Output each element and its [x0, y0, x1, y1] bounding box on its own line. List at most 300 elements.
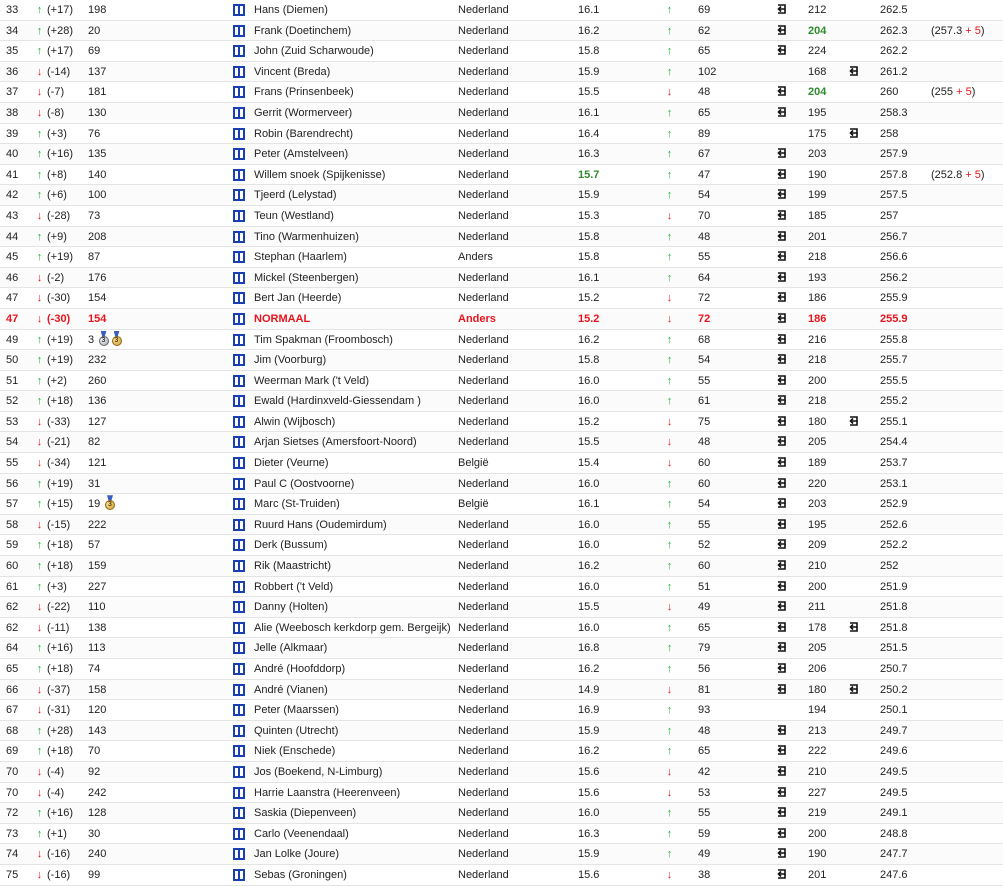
- transfer-icon: [775, 414, 789, 432]
- arrow-down-icon: ↓: [36, 786, 43, 799]
- country-cell: Nederland: [458, 24, 509, 37]
- player-name[interactable]: Arjan Sietses (Amersfoort-Noord): [254, 436, 417, 449]
- points-cell: 218: [808, 395, 827, 408]
- previous-rank-cell: 87: [88, 251, 101, 264]
- team-icon[interactable]: [233, 787, 245, 799]
- rank-cell: 70: [6, 765, 19, 778]
- table-row: [0, 700, 1003, 721]
- bonus-cell: [931, 168, 985, 182]
- team-icon[interactable]: [233, 169, 245, 181]
- team-icon[interactable]: [233, 725, 245, 737]
- previous-rank-cell: 154: [88, 292, 107, 305]
- player-name[interactable]: NORMAAL: [254, 312, 311, 325]
- points-cell: 218: [808, 251, 827, 264]
- bonus-plus: + 5): [965, 168, 985, 181]
- value-cell: 65: [698, 745, 711, 758]
- value-cell: 72: [698, 292, 711, 305]
- country-cell: Nederland: [458, 724, 509, 737]
- player-name[interactable]: Teun (Westland): [254, 209, 334, 222]
- rank-cell: 64: [6, 642, 19, 655]
- country-cell: Nederland: [458, 271, 509, 284]
- player-name[interactable]: Tino (Warmenhuizen): [254, 230, 359, 243]
- arrow-up-icon: ↑: [666, 580, 673, 593]
- previous-rank-cell: 198: [88, 4, 107, 16]
- team-icon[interactable]: [233, 642, 245, 654]
- transfer-icon: [775, 311, 789, 329]
- arrow-down-icon: ↓: [666, 601, 673, 614]
- table-row: [0, 721, 1003, 742]
- value-cell: 55: [698, 251, 711, 264]
- team-icon[interactable]: [233, 189, 245, 201]
- average-cell: 15.2: [578, 312, 600, 325]
- rank-change-cell: (+18): [47, 663, 73, 675]
- team-icon[interactable]: [233, 581, 245, 593]
- player-name[interactable]: Peter (Amstelveen): [254, 148, 349, 161]
- player-name[interactable]: Niek (Enschede): [254, 745, 336, 758]
- arrow-down-icon: ↓: [36, 86, 43, 99]
- transfer-icon: [775, 785, 789, 803]
- value-cell: 60: [698, 477, 711, 490]
- team-icon[interactable]: [233, 25, 245, 37]
- transfer-icon: [775, 476, 789, 494]
- player-name[interactable]: Gerrit (Wormerveer): [254, 106, 353, 119]
- player-name[interactable]: Ruurd Hans (Oudemirdum): [254, 518, 387, 531]
- rank-change-cell: (+15): [47, 498, 73, 511]
- average-cell: 16.3: [578, 148, 600, 161]
- points-cell: 195: [808, 106, 827, 119]
- previous-rank-cell: 135: [88, 148, 107, 161]
- total-cell: 256.6: [880, 251, 908, 264]
- value-cell: 52: [698, 539, 711, 552]
- player-name[interactable]: Hans (Diemen): [254, 4, 328, 16]
- transfer-icon: [775, 249, 789, 267]
- transfer-icon: [775, 558, 789, 576]
- team-icon[interactable]: [233, 766, 245, 778]
- previous-rank-cell: 181: [88, 86, 107, 99]
- team-icon[interactable]: [233, 848, 245, 860]
- arrow-up-icon: ↑: [666, 745, 673, 758]
- country-cell: Nederland: [458, 621, 509, 634]
- average-cell: 16.1: [578, 271, 600, 284]
- player-name[interactable]: Peter (Maarssen): [254, 704, 339, 717]
- points-cell: 218: [808, 354, 827, 367]
- previous-rank-cell: 19: [88, 498, 101, 511]
- average-cell: 15.6: [578, 868, 600, 881]
- previous-rank-cell: 69: [88, 45, 101, 58]
- team-icon[interactable]: [233, 313, 245, 325]
- country-cell: Nederland: [458, 45, 509, 58]
- team-icon[interactable]: [233, 519, 245, 531]
- previous-rank-cell: 76: [88, 127, 101, 140]
- team-icon[interactable]: [233, 210, 245, 222]
- value-cell: 60: [698, 560, 711, 573]
- value-cell: 67: [698, 148, 711, 161]
- rank-change-cell: (+19): [47, 333, 73, 346]
- value-cell: 48: [698, 230, 711, 243]
- team-icon[interactable]: [233, 416, 245, 428]
- arrow-up-icon: ↑: [36, 560, 43, 573]
- rank-cell: 62: [6, 601, 19, 614]
- total-cell: 249.1: [880, 807, 908, 820]
- player-name[interactable]: Robbert ('t Veld): [254, 580, 334, 593]
- value-cell: 49: [698, 601, 711, 614]
- value-cell: 81: [698, 683, 711, 696]
- player-name[interactable]: Dieter (Veurne): [254, 457, 329, 470]
- arrow-up-icon: ↑: [666, 354, 673, 367]
- rank-cell: 58: [6, 518, 19, 531]
- previous-rank-cell: 222: [88, 518, 107, 531]
- average-cell: 16.0: [578, 518, 600, 531]
- team-icon[interactable]: [233, 231, 245, 243]
- player-name[interactable]: André (Vianen): [254, 683, 328, 696]
- player-name[interactable]: Danny (Holten): [254, 601, 328, 614]
- rank-cell: 53: [6, 415, 19, 428]
- table-row: [0, 844, 1003, 865]
- player-name[interactable]: Rik (Maastricht): [254, 560, 332, 573]
- points-cell: 190: [808, 848, 827, 861]
- arrow-up-icon: ↑: [666, 168, 673, 181]
- arrow-up-icon: ↑: [36, 354, 43, 367]
- silver-medal-icon: 3: [98, 331, 110, 347]
- team-icon[interactable]: [233, 684, 245, 696]
- team-icon[interactable]: [233, 334, 245, 346]
- player-name[interactable]: John (Zuid Scharwoude): [254, 45, 374, 58]
- arrow-up-icon: ↑: [666, 498, 673, 511]
- table-row: [0, 535, 1003, 556]
- table-row: [0, 391, 1003, 412]
- country-cell: Nederland: [458, 4, 509, 16]
- arrow-up-icon: ↑: [36, 477, 43, 490]
- team-icon[interactable]: [233, 375, 245, 387]
- rank-cell: 36: [6, 65, 19, 78]
- team-icon[interactable]: [233, 498, 245, 510]
- arrow-up-icon: ↑: [666, 560, 673, 573]
- team-icon[interactable]: [233, 251, 245, 263]
- rank-change-cell: (+3): [47, 127, 67, 140]
- team-icon[interactable]: [233, 4, 245, 16]
- arrow-down-icon: ↓: [36, 106, 43, 119]
- value-cell: 79: [698, 642, 711, 655]
- transfer-icon: [775, 373, 789, 391]
- team-icon[interactable]: [233, 354, 245, 366]
- average-cell: 16.0: [578, 539, 600, 552]
- previous-rank-cell: 137: [88, 65, 107, 78]
- rank-change-cell: (+8): [47, 168, 67, 181]
- total-cell: 252: [880, 560, 899, 573]
- player-name[interactable]: Frank (Doetinchem): [254, 24, 352, 37]
- total-cell: 260: [880, 86, 899, 99]
- transfer-icon: [775, 84, 789, 102]
- rank-cell: 47: [6, 292, 19, 305]
- player-name[interactable]: Weerman Mark ('t Veld): [254, 374, 369, 387]
- arrow-up-icon: ↑: [36, 4, 43, 16]
- arrow-down-icon: ↓: [36, 868, 43, 881]
- rank-change-cell: (-28): [47, 209, 71, 222]
- value-cell: 54: [698, 354, 711, 367]
- country-cell: Nederland: [458, 868, 509, 881]
- average-cell: 15.5: [578, 86, 600, 99]
- player-name[interactable]: Harrie Laanstra (Heerenveen): [254, 786, 401, 799]
- value-cell: 89: [698, 127, 711, 140]
- points-cell: 190: [808, 168, 827, 181]
- player-name[interactable]: Derk (Bussum): [254, 539, 328, 552]
- average-cell: 15.9: [578, 724, 600, 737]
- arrow-down-icon: ↓: [666, 765, 673, 778]
- points-cell: 185: [808, 209, 827, 222]
- player-name[interactable]: Mickel (Steenbergen): [254, 271, 359, 284]
- previous-rank-cell: 260: [88, 374, 107, 387]
- country-cell: Nederland: [458, 827, 509, 840]
- arrow-up-icon: ↑: [36, 251, 43, 264]
- average-cell: 16.2: [578, 333, 600, 346]
- rank-cell: 57: [6, 498, 19, 511]
- arrow-down-icon: ↓: [36, 765, 43, 778]
- country-cell: Nederland: [458, 642, 509, 655]
- points-cell: 194: [808, 704, 827, 717]
- transfer-icon: [775, 496, 789, 514]
- player-name[interactable]: Saskia (Diepenveen): [254, 807, 357, 820]
- value-cell: 62: [698, 24, 711, 37]
- value-cell: 70: [698, 209, 711, 222]
- rank-change-cell: (+17): [47, 4, 73, 16]
- medals: [98, 331, 123, 347]
- points-cell: 219: [808, 807, 827, 820]
- table-row: [0, 680, 1003, 701]
- total-cell: 247.6: [880, 868, 908, 881]
- country-cell: Nederland: [458, 518, 509, 531]
- player-name[interactable]: Paul C (Oostvoorne): [254, 477, 355, 490]
- player-name[interactable]: André (Hoofddorp): [254, 663, 346, 675]
- team-icon[interactable]: [233, 869, 245, 881]
- arrow-up-icon: ↑: [666, 127, 673, 140]
- average-cell: 15.8: [578, 45, 600, 58]
- points-cell: 213: [808, 724, 827, 737]
- previous-rank-cell: 92: [88, 765, 101, 778]
- transfer-icon: [847, 620, 861, 638]
- rank-change-cell: (+19): [47, 354, 73, 367]
- medals: [104, 495, 116, 511]
- country-cell: Nederland: [458, 786, 509, 799]
- value-cell: 61: [698, 395, 711, 408]
- rank-change-cell: (+16): [47, 807, 73, 820]
- rank-cell: 38: [6, 106, 19, 119]
- value-cell: 42: [698, 765, 711, 778]
- team-icon[interactable]: [233, 395, 245, 407]
- team-icon[interactable]: [233, 107, 245, 119]
- arrow-up-icon: ↑: [36, 580, 43, 593]
- total-cell: 251.5: [880, 642, 908, 655]
- country-cell: Nederland: [458, 539, 509, 552]
- value-cell: 48: [698, 724, 711, 737]
- team-icon[interactable]: [233, 478, 245, 490]
- transfer-icon: [775, 640, 789, 658]
- team-icon[interactable]: [233, 663, 245, 675]
- player-name[interactable]: Tjeerd (Lelystad): [254, 189, 337, 202]
- table-row: [0, 0, 1003, 21]
- rank-change-cell: (-15): [47, 518, 71, 531]
- player-name[interactable]: Jelle (Alkmaar): [254, 642, 328, 655]
- table-row: [0, 62, 1003, 83]
- table-row: [0, 803, 1003, 824]
- total-cell: 256.7: [880, 230, 908, 243]
- team-icon[interactable]: [233, 272, 245, 284]
- arrow-up-icon: ↑: [36, 807, 43, 820]
- value-cell: 48: [698, 436, 711, 449]
- rank-change-cell: (+3): [47, 580, 67, 593]
- transfer-icon: [847, 682, 861, 700]
- table-row: [0, 185, 1003, 206]
- value-cell: 55: [698, 518, 711, 531]
- transfer-icon: [775, 434, 789, 452]
- team-icon[interactable]: [233, 292, 245, 304]
- rank-cell: 37: [6, 86, 19, 99]
- table-row: [0, 82, 1003, 103]
- player-name[interactable]: Vincent (Breda): [254, 65, 331, 78]
- table-row: [0, 288, 1003, 309]
- table-row: [0, 638, 1003, 659]
- previous-rank-cell: 208: [88, 230, 107, 243]
- team-icon[interactable]: [233, 148, 245, 160]
- table-row: [0, 865, 1003, 886]
- rank-change-cell: (+16): [47, 148, 73, 161]
- previous-rank-cell: 136: [88, 395, 107, 408]
- player-name[interactable]: Frans (Prinsenbeek): [254, 86, 354, 99]
- total-cell: 257.8: [880, 168, 908, 181]
- team-icon[interactable]: [233, 622, 245, 634]
- player-name[interactable]: Ewald (Hardinxveld-Giessendam ): [254, 395, 421, 408]
- points-cell: 205: [808, 642, 827, 655]
- points-cell: 209: [808, 539, 827, 552]
- arrow-up-icon: ↑: [36, 127, 43, 140]
- transfer-icon: [775, 2, 789, 20]
- arrow-up-icon: ↑: [36, 827, 43, 840]
- bonus-plus: + 5): [965, 24, 985, 37]
- player-name[interactable]: Willem snoek (Spijkenisse): [254, 168, 386, 181]
- player-name[interactable]: Marc (St-Truiden): [254, 498, 340, 511]
- table-row: [0, 741, 1003, 762]
- total-cell: 249.7: [880, 724, 908, 737]
- total-cell: 255.8: [880, 333, 908, 346]
- rank-change-cell: (+19): [47, 251, 73, 264]
- previous-rank-cell: 120: [88, 704, 107, 717]
- table-row: [0, 783, 1003, 804]
- transfer-icon: [775, 23, 789, 41]
- arrow-up-icon: ↑: [666, 827, 673, 840]
- arrow-down-icon: ↓: [666, 786, 673, 799]
- player-name[interactable]: Jim (Voorburg): [254, 354, 327, 367]
- points-cell: 203: [808, 498, 827, 511]
- points-cell: 180: [808, 683, 827, 696]
- arrow-down-icon: ↓: [666, 683, 673, 696]
- arrow-up-icon: ↑: [666, 642, 673, 655]
- value-cell: 38: [698, 868, 711, 881]
- transfer-icon: [775, 579, 789, 597]
- team-icon[interactable]: [233, 560, 245, 572]
- team-icon[interactable]: [233, 539, 245, 551]
- player-name[interactable]: Quinten (Utrecht): [254, 724, 339, 737]
- gold-medal-icon: 3: [111, 331, 123, 347]
- arrow-up-icon: ↑: [666, 848, 673, 861]
- team-icon[interactable]: [233, 745, 245, 757]
- rank-change-cell: (+2): [47, 374, 67, 387]
- previous-rank-cell: 127: [88, 415, 107, 428]
- player-name[interactable]: Sebas (Groningen): [254, 868, 347, 881]
- team-icon[interactable]: [233, 128, 245, 140]
- player-name[interactable]: Robin (Barendrecht): [254, 127, 354, 140]
- team-icon[interactable]: [233, 807, 245, 819]
- average-cell: 15.8: [578, 354, 600, 367]
- bonus-base: (255: [931, 86, 954, 99]
- arrow-up-icon: ↑: [666, 621, 673, 634]
- total-cell: 252.9: [880, 498, 908, 511]
- player-name[interactable]: Bert Jan (Heerde): [254, 292, 342, 305]
- arrow-down-icon: ↓: [666, 868, 673, 881]
- country-cell: België: [458, 457, 489, 470]
- player-name[interactable]: Jos (Boekend, N-Limburg): [254, 765, 383, 778]
- rank-change-cell: (+9): [47, 230, 67, 243]
- rank-change-cell: (+17): [47, 45, 73, 58]
- team-icon[interactable]: [233, 45, 245, 57]
- player-name[interactable]: Stephan (Haarlem): [254, 251, 347, 264]
- team-icon[interactable]: [233, 86, 245, 98]
- rank-cell: 54: [6, 436, 19, 449]
- table-row: [0, 453, 1003, 474]
- rank-cell: 59: [6, 539, 19, 552]
- average-cell: 16.1: [578, 4, 600, 16]
- average-cell: 16.1: [578, 106, 600, 119]
- table-row: [0, 371, 1003, 392]
- rank-change-cell: (-16): [47, 848, 71, 861]
- points-cell: 189: [808, 457, 827, 470]
- country-cell: Nederland: [458, 580, 509, 593]
- previous-rank-cell: 31: [88, 477, 101, 490]
- player-name[interactable]: Alie (Weebosch kerkdorp gem. Bergeijk): [254, 621, 451, 634]
- player-name[interactable]: Jan Lolke (Joure): [254, 848, 339, 861]
- team-icon[interactable]: [233, 436, 245, 448]
- table-row: [0, 247, 1003, 268]
- rank-change-cell: (-21): [47, 436, 71, 449]
- points-cell: 201: [808, 868, 827, 881]
- total-cell: 252.2: [880, 539, 908, 552]
- rank-cell: 70: [6, 786, 19, 799]
- rank-cell: 62: [6, 621, 19, 634]
- player-name[interactable]: Alwin (Wijbosch): [254, 415, 336, 428]
- value-cell: 53: [698, 786, 711, 799]
- rank-cell: 75: [6, 868, 19, 881]
- player-name[interactable]: Tim Spakman (Froombosch): [254, 333, 393, 346]
- rank-change-cell: (-14): [47, 65, 71, 78]
- previous-rank-cell: 113: [88, 642, 106, 655]
- average-cell: 15.5: [578, 601, 600, 614]
- total-cell: 255.9: [880, 312, 908, 325]
- average-cell: 16.2: [578, 745, 600, 758]
- arrow-down-icon: ↓: [666, 209, 673, 222]
- table-row: [0, 103, 1003, 124]
- points-cell: 175: [808, 127, 827, 140]
- team-icon[interactable]: [233, 66, 245, 78]
- value-cell: 65: [698, 106, 711, 119]
- average-cell: 16.2: [578, 560, 600, 573]
- team-icon[interactable]: [233, 457, 245, 469]
- team-icon[interactable]: [233, 828, 245, 840]
- value-cell: 48: [698, 86, 711, 99]
- arrow-down-icon: ↓: [36, 683, 43, 696]
- team-icon[interactable]: [233, 704, 245, 716]
- team-icon[interactable]: [233, 601, 245, 613]
- arrow-up-icon: ↑: [666, 518, 673, 531]
- player-name[interactable]: Carlo (Veenendaal): [254, 827, 349, 840]
- country-cell: Nederland: [458, 560, 509, 573]
